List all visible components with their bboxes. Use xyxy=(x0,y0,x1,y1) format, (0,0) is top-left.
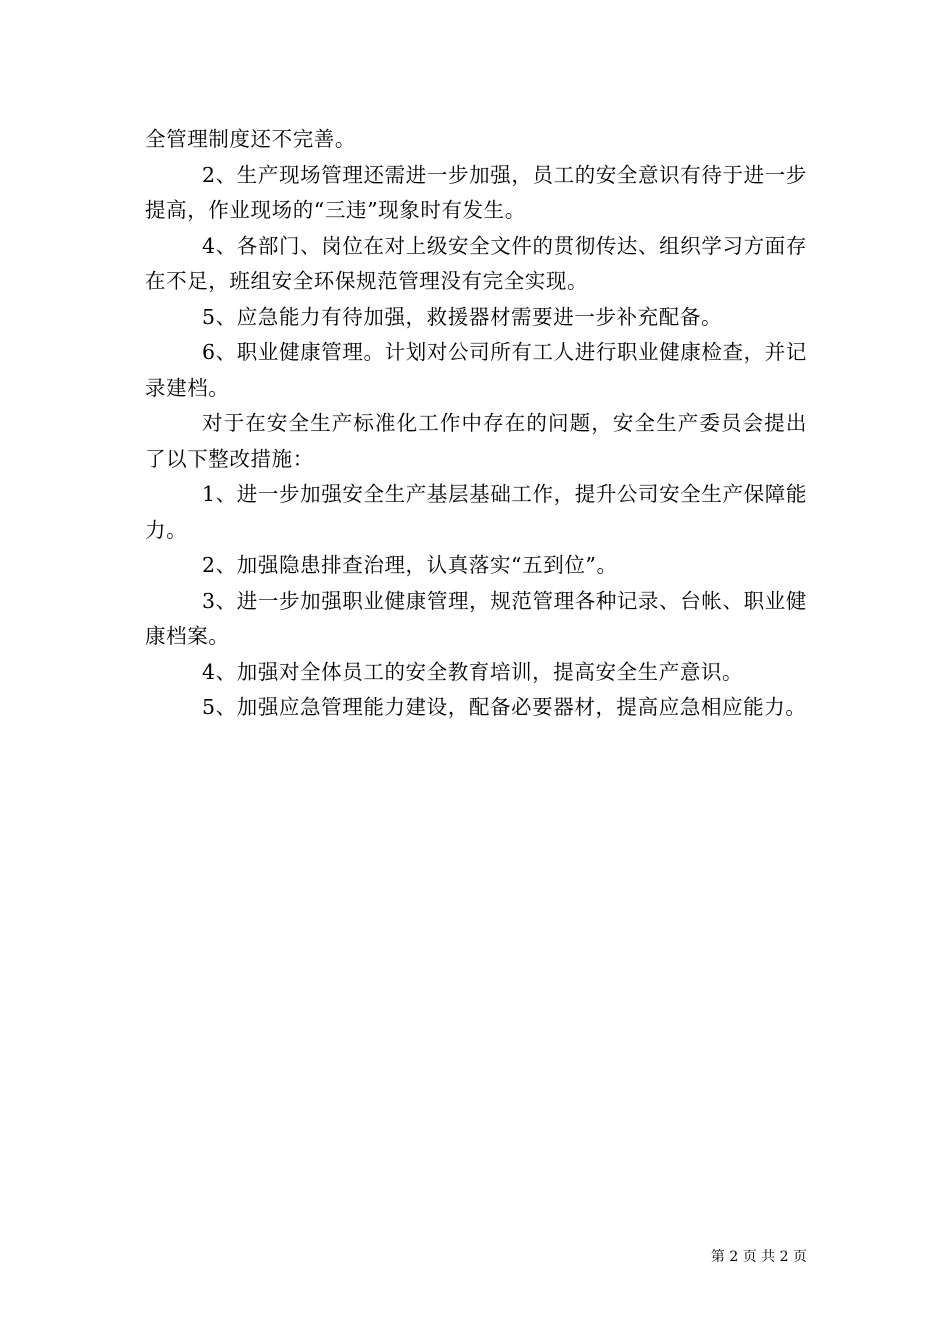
paragraph-measure-2: 2、加强隐患排查治理，认真落实“五到位”。 xyxy=(202,553,618,577)
paragraph-measure-4: 4、加强对全体员工的安全教育培训，提高安全生产意识。 xyxy=(202,659,744,684)
paragraph-issue-4: 4、各部门、岗位在对上级安全文件的贯彻传达、组织学习方面存在不足，班组安全环保规范管理没有完全实现。 xyxy=(145,233,807,293)
paragraph-continuation: 全管理制度还不完善。 xyxy=(145,127,356,151)
paragraph-measure-3: 3、进一步加强职业健康管理，规范管理各种记录、台帐、职业健康档案。 xyxy=(145,588,807,648)
paragraph-issue-6: 6、职业健康管理。计划对公司所有工人进行职业健康检查，并记录建档。 xyxy=(145,340,807,400)
paragraph-issue-5: 5、应急能力有待加强，救援器材需要进一步补充配备。 xyxy=(202,304,723,329)
paragraph-measures-intro: 对于在安全生产标准化工作中存在的问题，安全生产委员会提出了以下整改措施： xyxy=(145,411,807,471)
page-number-footer: 第 2 页 共 2 页 xyxy=(710,1249,807,1265)
paragraph-measure-1: 1、进一步加强安全生产基层基础工作，提升公司安全生产保障能力。 xyxy=(145,482,807,542)
paragraph-measure-5: 5、加强应急管理能力建设，配备必要器材，提高应急相应能力。 xyxy=(202,695,807,719)
document-body xyxy=(145,122,807,726)
paragraph-issue-2: 2、生产现场管理还需进一步加强，员工的安全意识有待于进一步提高，作业现场的“三违”现象时有发生。 xyxy=(145,162,807,222)
